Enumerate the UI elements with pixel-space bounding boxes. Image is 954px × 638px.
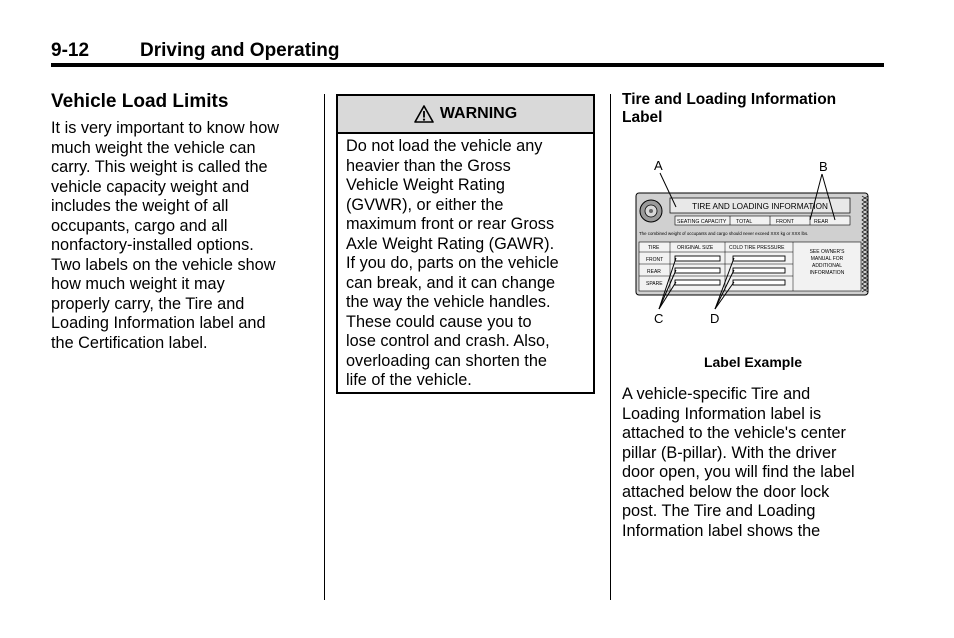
warning-body xyxy=(346,137,559,391)
section-title: Driving and Operating xyxy=(140,40,340,61)
warning-triangle-icon xyxy=(414,105,434,123)
col-cold-pressure: COLD TIRE PRESSURE xyxy=(729,245,785,251)
callout-c: C xyxy=(654,311,664,326)
callout-d: D xyxy=(710,311,720,326)
header-rule xyxy=(51,63,884,67)
body-line: Loading Information label is xyxy=(622,404,822,423)
callout-a: A xyxy=(654,158,663,173)
body-line: much weight the vehicle can xyxy=(51,138,256,157)
body-line: It is very important to know how xyxy=(51,119,280,137)
warning-line: maximum front or rear Gross xyxy=(346,215,555,233)
body-line: includes the weight of all xyxy=(51,197,229,215)
body-line: how much weight it may xyxy=(51,275,225,293)
left-column xyxy=(51,91,313,353)
row-spare: SPARE xyxy=(646,281,663,287)
warning-line: These could cause you to xyxy=(346,312,532,331)
body-line: door open, you will find the label xyxy=(622,463,855,481)
body-line: vehicle capacity weight and xyxy=(51,177,250,196)
warning-line: can break, and it can change xyxy=(346,273,556,292)
warning-box xyxy=(336,94,595,394)
warning-line: heavier than the Gross xyxy=(346,156,511,175)
body-line: attached to the vehicle's center xyxy=(622,424,846,442)
page-header xyxy=(51,40,884,70)
front-label: FRONT xyxy=(776,219,794,225)
warning-line: If you do, parts on the vehicle xyxy=(346,254,559,272)
col-tire: TIRE xyxy=(648,245,660,251)
vehicle-load-limits-heading: Vehicle Load Limits xyxy=(51,91,229,112)
warning-line: life of the vehicle. xyxy=(346,371,472,389)
warning-line: the way the vehicle handles. xyxy=(346,293,551,311)
row-rear: REAR xyxy=(647,269,661,275)
warning-header xyxy=(338,96,593,134)
warning-line: Do not load the vehicle any xyxy=(346,137,543,155)
label-title: TIRE AND LOADING INFORMATION xyxy=(692,202,828,211)
heading-line: Tire and Loading Information xyxy=(622,91,837,108)
body-line: attached below the door lock xyxy=(622,482,830,501)
see-manual-line: ADDITIONAL xyxy=(811,263,843,269)
warning-line: lose control and crash. Also, xyxy=(346,332,550,350)
heading-line: Label xyxy=(622,109,663,126)
seating-capacity-label: SEATING CAPACITY xyxy=(677,219,727,225)
body-line: properly carry, the Tire and xyxy=(51,294,245,313)
row-front: FRONT xyxy=(646,257,664,263)
body-line: nonfactory-installed options. xyxy=(51,236,254,254)
tire-loading-label-figure xyxy=(630,156,880,326)
combined-weight-note: The combined weight of occupants and cargo should never exceed XXX kg or XXX lbs. xyxy=(639,231,809,236)
warning-line: Axle Weight Rating (GAWR). xyxy=(346,234,555,253)
total-label: TOTAL xyxy=(736,219,753,225)
see-manual-line: SEE OWNER'S xyxy=(809,249,845,255)
body-line: Information label shows the xyxy=(622,521,821,540)
warning-line: overloading can shorten the xyxy=(346,351,547,370)
see-manual-line: INFORMATION xyxy=(809,270,845,276)
right-body xyxy=(622,385,855,541)
page-number: 9-12 xyxy=(51,40,90,61)
body-line: Loading Information label and xyxy=(51,314,266,332)
column-divider-right xyxy=(610,94,611,600)
body-line: occupants, cargo and all xyxy=(51,216,228,235)
warning-title: WARNING xyxy=(439,105,518,122)
body-line: carry. This weight is called the xyxy=(51,158,268,176)
right-column xyxy=(622,91,884,127)
see-manual-line: MANUAL FOR xyxy=(810,256,844,262)
col-original-size: ORIGINAL SIZE xyxy=(677,245,714,251)
warning-line: (GVWR), or either the xyxy=(346,195,504,214)
callout-b: B xyxy=(819,159,828,174)
body-line: the Certification label. xyxy=(51,333,208,352)
body-line: pillar (B-pillar). With the driver xyxy=(622,443,837,462)
body-line: post. The Tire and Loading xyxy=(622,502,816,520)
body-line: Two labels on the vehicle show xyxy=(51,255,276,274)
tire-loading-heading xyxy=(622,91,884,127)
body-line: A vehicle-specific Tire and xyxy=(622,385,811,403)
left-body xyxy=(51,119,313,353)
figure-caption: Label Example xyxy=(703,354,803,370)
rear-label: REAR xyxy=(814,219,829,225)
column-divider-left xyxy=(324,94,325,600)
warning-line: Vehicle Weight Rating xyxy=(346,176,505,194)
